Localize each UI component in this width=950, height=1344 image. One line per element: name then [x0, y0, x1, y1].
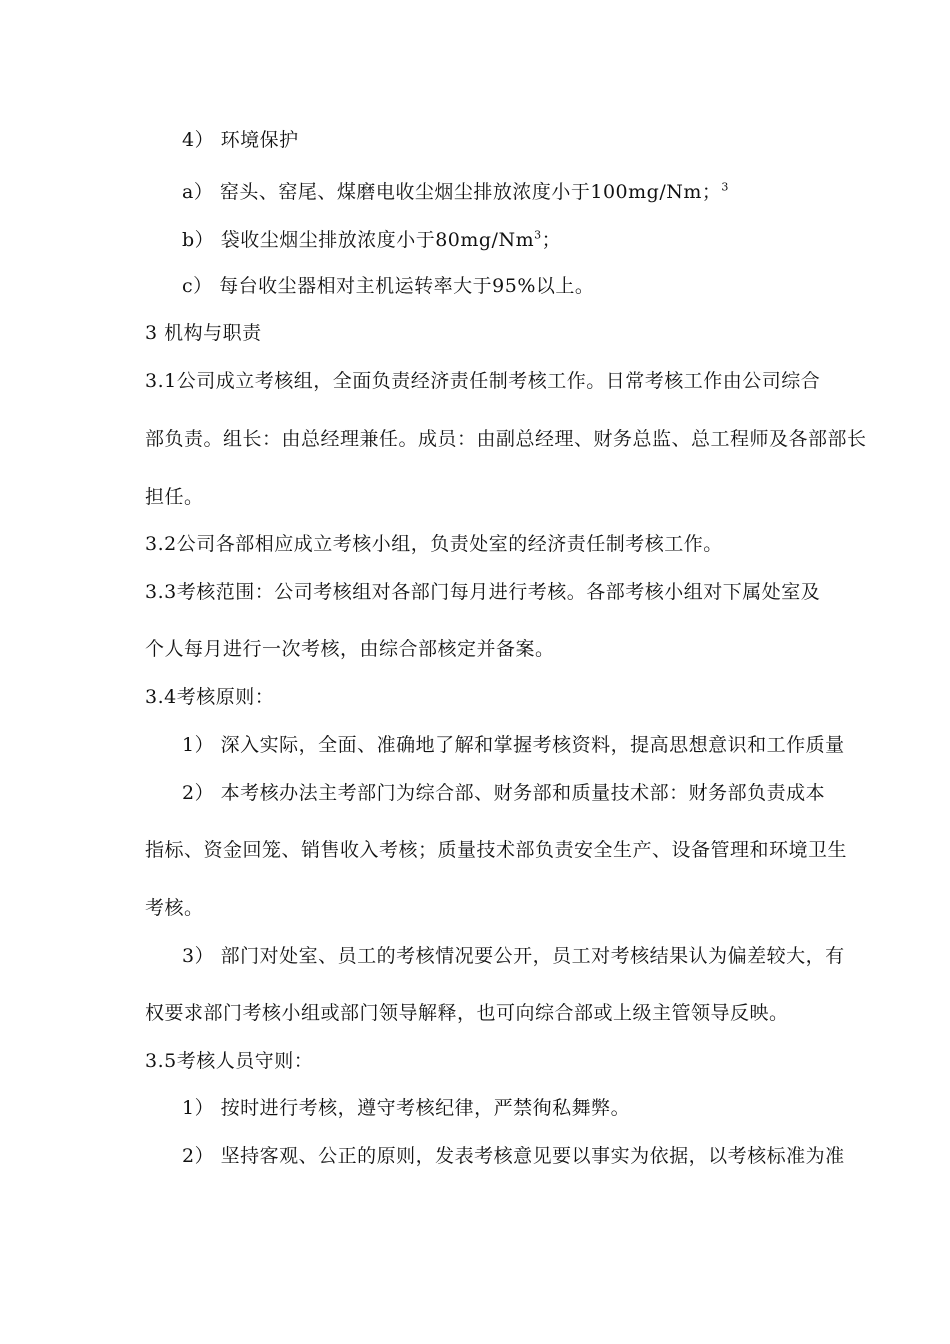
list-item-b-suffix: ； [541, 229, 562, 251]
principle-2-line-2: 指标、资金回笼、销售收入考核；质量技术部负责安全生产、设备管理和环境卫生 [145, 839, 848, 861]
paragraph-3-3-line-1: 3.3考核范围：公司考核组对各部门每月进行考核。各部考核小组对下属处室及 [145, 581, 821, 603]
section-heading-3: 3 机构与职责 [145, 322, 262, 344]
superscript-b: 3 [534, 228, 542, 242]
principle-2-line-1: 2） 本考核办法主考部门为综合部、财务部和质量技术部：财务部负责成本 [182, 782, 826, 804]
list-item-b [182, 228, 561, 252]
rule-1: 1） 按时进行考核，遵守考核纪律，严禁徇私舞弊。 [182, 1097, 631, 1119]
paragraph-3-1-line-2: 部负责。组长：由总经理兼任。成员：由副总经理、财务总监、总工程师及各部部长 [145, 428, 867, 450]
principle-3-line-1: 3） 部门对处室、员工的考核情况要公开，员工对考核结果认为偏差较大，有 [182, 945, 845, 967]
principle-1: 1） 深入实际，全面、准确地了解和掌握考核资料，提高思想意识和工作质量 [182, 734, 845, 756]
paragraph-3-4-heading: 3.4考核原则： [145, 686, 275, 708]
rule-2: 2） 坚持客观、公正的原则，发表考核意见要以事实为依据，以考核标准为准 [182, 1145, 845, 1167]
list-item-b-text: b） 袋收尘烟尘排放浓度小于80mg/Nm [182, 229, 535, 251]
paragraph-3-2: 3.2公司各部相应成立考核小组，负责处室的经济责任制考核工作。 [145, 533, 723, 555]
list-item-c: c） 每台收尘器相对主机运转率大于95%以上。 [182, 275, 595, 297]
principle-3-line-2: 权要求部门考核小组或部门领导解释，也可向综合部或上级主管领导反映。 [145, 1002, 789, 1024]
paragraph-3-5-heading: 3.5考核人员守则： [145, 1050, 314, 1072]
paragraph-3-1-line-1: 3.1公司成立考核组，全面负责经济责任制考核工作。日常考核工作由公司综合 [145, 370, 821, 392]
principle-2-line-3: 考核。 [145, 897, 204, 919]
list-item-a [182, 180, 729, 204]
paragraph-3-3-line-2: 个人每月进行一次考核，由综合部核定并备案。 [145, 638, 555, 660]
paragraph-3-1-line-3: 担任。 [145, 486, 204, 508]
list-item-environment-protection: 4） 环境保护 [182, 129, 299, 151]
list-item-a-text: a） 窑头、窑尾、煤磨电收尘烟尘排放浓度小于100mg/Nm； [182, 181, 722, 203]
superscript-a: 3 [721, 180, 729, 194]
